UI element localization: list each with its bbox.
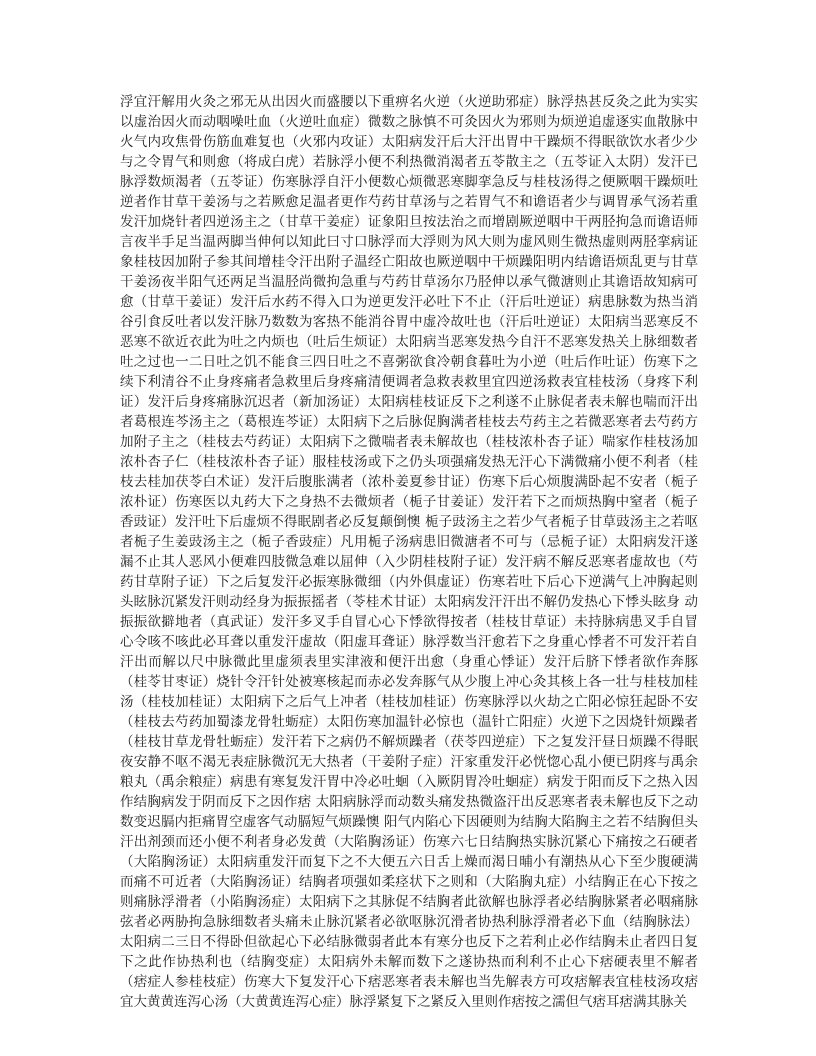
document-page [120, 92, 698, 1012]
body-paragraph: 浮宜汗解用火灸之邪无从出因火而盛腰以下重痹名火逆（火逆助邪症）脉浮热甚反灸之此为实实以虚治因火而动咽噪吐血（火逆吐血症）微数之脉慎不可灸因火为邪则为烦逆追虚逐实血散脉中火气内攻焦骨伤筋血难复也（火邪内攻证）太阳病发汗后大汗出胃中干躁烦不得眠欲饮水者少少与之令胃气和则愈（将成白虎）若脉浮小便不利热微消渴者五苓散主之（五苓证入太阴）发汗已脉浮数烦渴者（五苓证）伤寒脉浮自汗小便数心烦微恶寒脚挛急反与桂枝汤得之便厥咽干躁烦吐逆者作甘草干姜汤与之若厥愈足温者更作芍药甘草汤与之若胃气不和谵语者少与调胃承气汤若重发汗加烧针者四逆汤主之（甘草干姜症）证象阳旦按法治之而增剧厥逆咽中干两胫拘急而谵语师言夜半手足当温两脚当伸何以知此曰寸口脉浮而大浮则为风大则为虚风则生微热虚则两胫挛病证象桂枝因加附子参其间增桂令汗出附子温经亡阳故也厥逆咽中干烦躁阳明内结谵语烦乱更与甘草干姜汤夜半阳气还两足当温胫尚微拘急重与芍药甘草汤尔乃胫伸以承气微溏则止其谵语故知病可愈（甘草干姜证）发汗后水药不得入口为逆更发汗必吐下不止（汗后吐逆证）病患脉数为热当消谷引食反吐者以发汗脉乃数数为客热不能消谷胃中虚冷故吐也（汗后吐逆证）太阳病当恶寒反不恶寒不欲近衣此为吐之内烦也（吐后生烦证）太阳病当恶寒发热今自汗不恶寒发热关上脉细数者吐之过也一二日吐之饥不能食三四日吐之不喜粥欲食冷朝食暮吐为小逆（吐后作吐证）伤寒下之续下利清谷不止身疼痛者急救里后身疼痛清便调者急救表救里宜四逆汤救表宜桂枝汤（身疼下利证）发汗后身疼痛脉沉迟者（新加汤证）太阳病桂枝证反下之利遂不止脉促者表未解也喘而汗出者葛根连芩汤主之（葛根连芩证）太阳病下之后脉促胸满者桂枝去芍药主之若微恶寒者去芍药方加附子主之（桂枝去芍药证）太阳病下之微喘者表未解故也（桂枝浓朴杏子证）喘家作桂枝汤加浓朴杏子仁（桂枝浓朴杏子证）服桂枝汤或下之仍头项强痛发热无汗心下满微痛小便不利者（桂枝去桂加茯苓白术证）发汗后腹胀满者（浓朴姜夏参甘证）伤寒下后心烦腹满卧起不安者（栀子浓朴证）伤寒医以丸药大下之身热不去微烦者（栀子甘姜证）发汗若下之而烦热胸中窒者（栀子香豉证）发汗吐下后虚烦不得眠剧者必反复颠倒懊 栀子豉汤主之若少气者栀子甘草豉汤主之若呕者栀子生姜豉汤主之（栀子香豉症）凡用栀子汤病患旧微溏者不可与（忌栀子证）太阳病发汗遂漏不止其人恶风小便难四肢微急难以屈伸（入少阴桂枝附子证）发汗病不解反恶寒者虚故也（芍药甘草附子证）下之后复发汗必振寒脉微细（内外俱虚证）伤寒若吐下后心下逆满气上冲胸起则头眩脉沉紧发汗则动经身为振振摇者（苓桂术甘证）太阳病发汗汗出不解仍发热心下悸头眩身 动振振欲擗地者（真武证）发汗多叉手自冒心心下悸欲得按者（桂枝甘草证）未持脉病患叉手自冒心令咳不咳此必耳聋以重发汗虚故（阳虚耳聋证）脉浮数当汗愈若下之身重心悸者不可发汗若自汗出而解以尺中脉微此里虚须表里实津液和便汗出愈（身重心悸证）发汗后脐下悸者欲作奔豚（桂苓甘枣证）烧针令汗针处被寒核起而赤必发奔豚气从少腹上冲心灸其核上各一壮与桂枝加桂汤（桂枝加桂证）太阳病下之后气上冲者（桂枝加桂证）伤寒脉浮以火劫之亡阳必惊狂起卧不安（桂枝去芍药加蜀漆龙骨牡蛎症）太阳伤寒加温针必惊也（温针亡阳症）火逆下之因烧针烦躁者（桂枝甘草龙骨牡蛎症）发汗若下之病仍不解烦躁者（茯苓四逆症）下之复发汗昼日烦躁不得眠夜安静不呕不渴无表症脉微沉无大热者（干姜附子症）汗家重发汗必恍惚心乱小便已阴疼与禹余粮丸（禹余粮症）病患有寒复发汗胃中冷必吐蛔（入厥阴胃冷吐蛔症）病发于阳而反下之热入因作结胸病发于阴而反下之因作痞 太阳病脉浮而动数头痛发热微盗汗出反恶寒者表未解也反下之动数变迟膈内拒痛胃空虚客气动膈短气烦躁懊 阳气内陷心下因硬则为结胸大陷胸主之若不结胸但头汗出剂颈而还小便不利者身必发黄（大陷胸汤证）伤寒六七日结胸热实脉沉紧心下痛按之石硬者（大陷胸汤证）太阳病重发汗而复下之不大便五六日舌上燥而渴日晡小有潮热从心下至少腹硬满而痛不可近者（大陷胸汤证）结胸者项强如柔痉状下之则和（大陷胸丸症）小结胸正在心下按之则痛脉浮滑者（小陷胸汤症）太阳病下之其脉促不结胸者此欲解也脉浮者必结胸脉紧者必咽痛脉弦者必两胁拘急脉细数者头痛未止脉沉紧者必欲呕脉沉滑者协热利脉浮滑者必下血（结胸脉法）太阳病二三日不得卧但欲起心下必结脉微弱者此本有寒分也反下之若利止必作结胸未止者四日复下之此作协热利也（结胸变症）太阳病外未解而数下之遂协热而利利不止心下痞硬表里不解者（痞症人参桂枝症）伤寒大下复发汗心下痞恶寒者表未解也当先解表方可攻痞解表宜桂枝汤攻痞宜大黄黄连泻心汤（大黄黄连泻心症）脉浮紧复下之紧反入里则作痞按之濡但气痞耳痞满其脉关 [120, 94, 698, 1010]
